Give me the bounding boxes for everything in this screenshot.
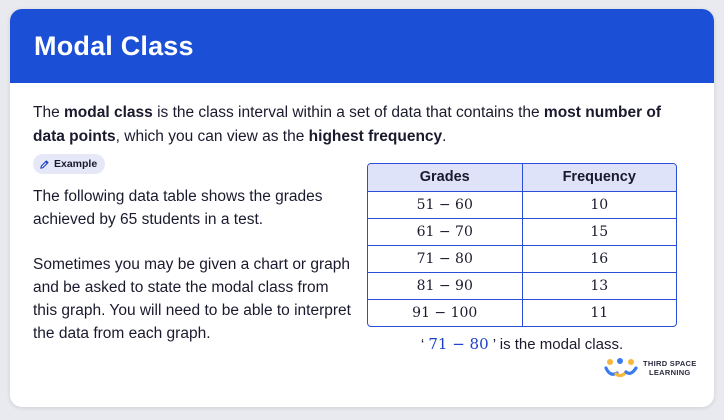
frequency-cell: 10 xyxy=(522,191,676,218)
table-header-row xyxy=(368,164,676,191)
grade-cell: 71 − 80 xyxy=(368,245,522,272)
example-badge-label: Example xyxy=(54,158,98,170)
frequency-cell: 13 xyxy=(522,272,676,299)
logo-wordmark xyxy=(643,359,697,377)
table-row xyxy=(368,218,676,245)
table-row xyxy=(368,191,676,218)
definition-emphasis: highest frequency xyxy=(308,128,443,145)
table-row xyxy=(368,299,676,326)
answer-quote-open: ‘ xyxy=(420,336,429,353)
frequency-cell: 15 xyxy=(522,218,676,245)
frequency-table xyxy=(367,163,677,327)
definition-part: . xyxy=(442,128,447,145)
header-bar xyxy=(10,9,714,83)
definition-part: , which you can view as the xyxy=(115,128,309,145)
table-row xyxy=(368,272,676,299)
grade-cell: 81 − 90 xyxy=(368,272,522,299)
grade-cell: 91 − 100 xyxy=(368,299,522,326)
definition-text xyxy=(33,101,693,149)
page-title: Modal Class xyxy=(34,30,194,61)
definition-part: is the class interval within a set of data that contains the xyxy=(152,104,544,121)
column-header-grades: Grades xyxy=(368,164,522,191)
example-badge xyxy=(33,154,105,174)
definition-emphasis: most number of data points xyxy=(33,104,662,145)
answer-text: ’ is the modal class. xyxy=(488,336,624,353)
grade-cell: 51 − 60 xyxy=(368,191,522,218)
modal-class-answer xyxy=(367,335,677,353)
logo-line-1: THIRD SPACE xyxy=(643,359,697,368)
frequency-cell: 11 xyxy=(590,304,609,321)
answer-interval: 71 − 80 xyxy=(428,335,489,353)
logo-line-2: LEARNING xyxy=(649,368,691,377)
graph-note: Sometimes you may be given a chart or graph and be asked to state the modal class from this graph. You will need to be able to interpret the data from each graph. xyxy=(33,256,351,342)
example-description: The following data table shows the grades achieved by 65 students in a test. xyxy=(33,188,323,228)
definition-emphasis: modal class xyxy=(64,104,153,121)
column-header-frequency: Frequency xyxy=(522,164,676,191)
logo-mark-icon xyxy=(604,357,638,379)
table-row xyxy=(368,245,676,272)
frequency-cell: 16 xyxy=(522,245,676,272)
lesson-card xyxy=(10,9,714,407)
grade-cell: 61 − 70 xyxy=(368,218,522,245)
definition-part: The xyxy=(33,104,65,121)
pencil-icon xyxy=(39,159,50,170)
third-space-learning-logo xyxy=(604,357,697,379)
